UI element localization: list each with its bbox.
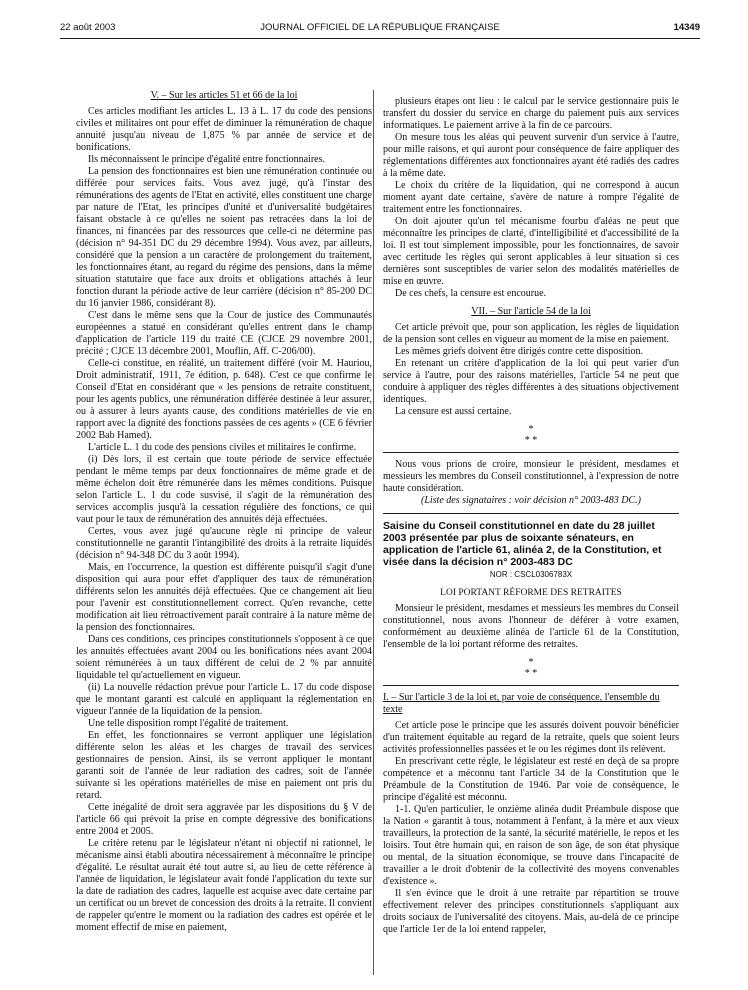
separator-rule-2 [383, 513, 679, 514]
paragraph: Mais, en l'occurrence, la question est différente puisqu'il s'agit d'une disposition qui aura pour effet d'appliquer des taux de rémunération différents selon les annuités déjà effectuées. Que ce changement ait lieu pour l'avenir est constitutionnellement correct. Qu'en revanche, cette modification ait lieu rétroactivement paraît contraire à la nature même de la pension des fonctionnaires. [76, 562, 372, 633]
paragraph: Ils méconnaissent le principe d'égalité entre fonctionnaires. [88, 154, 325, 165]
paragraph: plusieurs étapes ont lieu : le calcul par le service gestionnaire puis le transfert du dossier du service en charge du paiement puis aux services informatiques. Le paiement arrive à la fin de ce parcours. [383, 96, 679, 131]
closing-paragraph: Nous vous prions de croire, monsieur le président, mesdames et messieurs les membres du Conseil constitutionnel, à l'expression de notre haute considération. [383, 459, 679, 494]
paragraph: Cette inégalité de droit sera aggravée par les dispositions du § V de l'article 66 qui prévoit la prise en compte dégressive des bonifications entre 2004 et 2005. [76, 802, 372, 837]
paragraph: En prescrivant cette règle, le législateur est resté en deçà de sa propre compétence et a méconnu tant l'article 34 de la Constitution que le Préambule de la Constitution de 1946. Par voie de conséquence, le principe d'égalité est méconnu. [383, 756, 679, 804]
paragraph: On doit ajouter qu'un tel mécanisme fourbu d'aléas ne peut que méconnaître les principes de clarté, d'intelligibilité et d'accessibilité de la loi. Il est tout simplement impossible, pour les fonctionnaires, de savoir avec certitude les règles qui seront applicables à leur situation si ces dernières sont susceptibles de varier selon des modalités matérielles de mise en œuvre. [383, 216, 679, 287]
section-heading-vii: VII. – Sur l'article 54 de la loi [471, 306, 591, 317]
paragraph: 1-1. Qu'en particulier, le onzième alinéa dudit Préambule dispose que la Nation « garantit à tous, notamment à l'enfant, à la mère et aux vieux travailleurs, la protection de la santé, la sécurité matérielle, le repos et les loisirs. Tout être humain qui, en raison de son âge, de son état physique ou mental, de la situation économique, se trouve dans l'incapacité de travailler a le droit d'obtenir de la collectivité des moyens convenables d'existence ». [383, 804, 679, 888]
paragraph: Celle-ci constitue, en réalité, un traitement différé (voir M. Hauriou, Droit administratif, 1911, 7e édition, p. 648). C'est ce que confirme le Conseil d'Etat en considérant que « les pensions de retraite constituent, pour les agents publics, une rémunération différée destinée à leur assurer, ou à assurer à leurs ayants cause, des conditions matérielles de vie en rapport avec la dignité des fonctions passées de ces agents » (CE 6 février 2002 Bab Hamed). [76, 358, 372, 441]
separator-rule [383, 452, 679, 453]
paragraph: On mesure tous les aléas qui peuvent survenir d'un service à l'autre, pour mille raisons, et qui auront pour conséquence de faire appliquer des réglementations différentes aux fonctionnaires ayant été radiés des cadres à la même date. [383, 132, 679, 179]
paragraph: Les mêmes griefs doivent être dirigés contre cette disposition. [395, 346, 643, 357]
paragraph: (ii) La nouvelle rédaction prévue pour l'article L. 17 du code dispose que le montant garanti est calculé en appliquant la réglementation en vigueur l'année de la liquidation de la pension. [76, 682, 372, 717]
paragraph: Le choix du critère de la liquidation, qui ne correspond à aucun moment ayant date certaine, s'avère de nature à rompre l'égalité de traitement entre les fonctionnaires. [383, 180, 679, 215]
paragraph: Certes, vous avez jugé qu'aucune règle ni principe de valeur constitutionnelle ne garantit l'intangibilité des droits à la retraite liquidés (décision n° 94-348 DC du 3 août 1994). [76, 526, 372, 561]
signatories-note: (Liste des signataires : voir décision n° 2003-483 DC.) [421, 495, 641, 506]
section-heading-v: V. – Sur les articles 51 et 66 de la loi [150, 90, 298, 101]
paragraph: Il s'en évince que le droit à une retraite par répartition se trouve effectivement relever des principes constitutionnels s'appliquant aux droits sociaux de l'universalité des citoyens. Mais, au-delà de ce principe que l'article 1er de la loi entend rappeler, [383, 888, 679, 936]
paragraph: (i) Dès lors, il est certain que toute période de service effectuée pendant le même temps par deux fonctionnaires de même grade et de même échelon doit être rémunérée dans les mêmes conditions. Puisque selon l'article L. 1 du code susvisé, il s'agit de la rémunération des services accomplis jusqu'à la cessation régulière des fonctions, ce qui vaut pour le taux de rémunération des annuités déjà effectuées. [76, 454, 372, 525]
paragraph: En effet, les fonctionnaires se verront appliquer une législation différente selon les aléas et les charges de travail des services gestionnaires de pension. Ainsi, ils se verront appliquer le montant garanti soit de l'année de leur radiation des cadres, soit de l'année suivante si les opérations matérielles de mise en paiement ont pris du retard. [76, 730, 372, 801]
law-title: LOI PORTANT RÉFORME DES RETRAITES [440, 587, 622, 598]
paragraph: C'est dans le même sens que la Cour de justice des Communautés européennes a statué en considérant qu'elles entrent dans le champ d'application de l'article 119 du traité CE (CJCE 29 novembre 2001, précité ; CJCE 13 décembre 2001, Mouflin, Aff. C-206/00). [76, 310, 372, 357]
separator-stars: * * * [524, 424, 538, 446]
right-paragraphs-b [383, 322, 679, 418]
right-paragraphs-c [383, 720, 679, 936]
paragraph: La censure est aussi certaine. [395, 406, 512, 417]
left-paragraphs [76, 106, 372, 934]
paragraph: Le critère retenu par le législateur n'étant ni objectif ni rationnel, le mécanisme ainsi établi aboutira nécessairement à méconnaître le principe d'égalité. Le résultat aurait été tout autre si, au lieu de cette référence à l'année de liquidation, le législateur avait fondé l'application du texte sur la date de radiation des cadres, laquelle est acquise avec date certaine par un certificat ou un brevet de concession des droits à la retraite. Il convient de rappeler qu'entre le moment ou la radiation des cadres est opérée et le moment effectif de mise en paiement, [76, 838, 372, 933]
separator-stars-2: * * * [524, 657, 538, 680]
page-number: 14349 [673, 22, 700, 33]
intro-paragraph: Monsieur le président, mesdames et messieurs les membres du Conseil constitutionnel, nous avons l'honneur de déférer à votre examen, conformément au deuxième alinéa de l'article 61 de la Constitution, l'ensemble de la loi portant réforme des retraites. [383, 603, 679, 651]
running-header [60, 22, 700, 38]
paragraph: Cet article prévoit que, pour son application, les règles de liquidation de la pension sont celles en vigueur au moment de la mise en paiement. [383, 322, 679, 345]
section-heading-i: I. – Sur l'article 3 de la loi et, par voie de conséquence, l'ensemble du texte [383, 692, 660, 716]
left-column [76, 90, 372, 934]
nor-reference: NOR : CSCL0306783X [489, 570, 573, 580]
header-rule [60, 38, 700, 39]
header-date: 22 août 2003 [60, 22, 116, 33]
paragraph: Cet article pose le principe que les assurés doivent pouvoir bénéficier d'un traitement équitable au regard de la retraite, quels que soient leurs activités professionnelles passées et le ou les régimes dont ils relèvent. [383, 720, 679, 756]
paragraph: En retenant un critère d'application de la loi qui peut varier d'un service à l'autre, pour des raisons matérielles, l'article 54 ne peut que conduire à appliquer des règles différentes à des situations objectivement identiques. [383, 358, 679, 405]
right-paragraphs-a [383, 96, 679, 300]
right-column [383, 96, 679, 936]
paragraph: Une telle disposition rompt l'égalité de traitement. [88, 718, 289, 729]
paragraph: De ces chefs, la censure est encourue. [395, 288, 547, 299]
column-divider [373, 90, 374, 975]
paragraph: Ces articles modifiant les articles L. 13 à L. 17 du code des pensions civiles et militaires ont pour effet de diminuer la rémunération de chaque annuité jusqu'au niveau de 1,875 % par année de service et de bonifications. [76, 106, 372, 153]
saisine-title: Saisine du Conseil constitutionnel en date du 28 juillet 2003 présentée par plus de soixante sénateurs, en application de l'article 61, alinéa 2, de la Constitution, et visée dans la décision n° 2003-483 DC [383, 520, 662, 569]
header-title: JOURNAL OFFICIEL DE LA RÉPUBLIQUE FRANÇAISE [260, 22, 500, 33]
separator-rule-3 [383, 685, 679, 686]
paragraph: La pension des fonctionnaires est bien une rémunération continuée ou différée pour services faits. Vous avez jugé, qu'à l'instar des rémunérations des agents de l'Etat en activité, elles constituent une charge par nature de l'Etat, les principes d'unité et d'universalité budgétaires faisant obstacle à ce qu'elles ne soient pas retracées dans la loi de finances, ni financées par des ressources que celle-ci ne détermine pas (décision n° 94-351 DC du 29 décembre 1994). Vous avez, par ailleurs, considéré que la pension a un caractère de prolongement du traitement, les fonctionnaires étant, au regard du régime des pensions, dans la même situation statutaire que face aux droits et obligations attachés à leur fonction durant la période active de leur carrière (décision n° 85-200 DC du 16 janvier 1986, considérant 8). [76, 166, 372, 309]
paragraph: L'article L. 1 du code des pensions civiles et militaires le confirme. [88, 442, 357, 453]
paragraph: Dans ces conditions, ces principes constitutionnels s'opposent à ce que les annuités effectuées avant 2004 ou les bonifications nées avant 2004 soient rémunérées à un taux différent de celui de 2 % par annuité liquidable tel qu'actuellement en vigueur. [76, 634, 372, 681]
